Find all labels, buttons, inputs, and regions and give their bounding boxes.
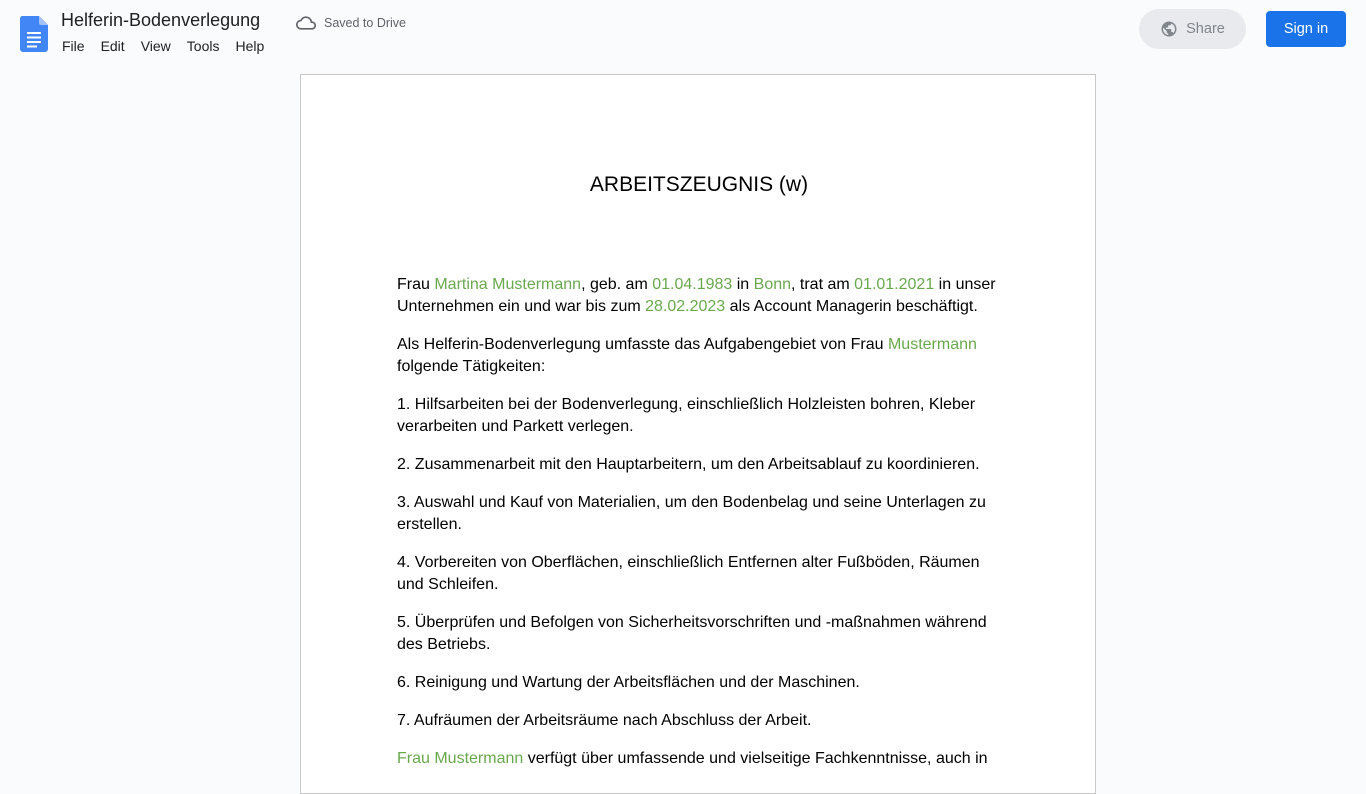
task-item: 7. Aufräumen der Arbeitsräume nach Abschluss der Arbeit. bbox=[397, 712, 812, 729]
share-button[interactable] bbox=[1139, 9, 1246, 49]
top-bar bbox=[0, 0, 1366, 64]
document-page[interactable] bbox=[300, 74, 1096, 794]
sign-in-button[interactable]: Sign in bbox=[1266, 11, 1346, 47]
placeholder-surname: Mustermann bbox=[887, 336, 977, 353]
text-run: folgende Tätigkeiten: bbox=[397, 358, 546, 375]
document-title[interactable]: Helferin-Bodenverlegung bbox=[61, 10, 261, 30]
docs-logo-icon[interactable] bbox=[20, 16, 48, 52]
placeholder-full-name: Martina Mustermann bbox=[434, 276, 582, 293]
placeholder-birth-date: 01.04.1983 bbox=[652, 276, 733, 293]
save-status[interactable] bbox=[296, 14, 406, 32]
text-run: in bbox=[732, 276, 754, 293]
menu-tools[interactable]: Tools bbox=[186, 38, 220, 54]
document-body bbox=[397, 274, 1007, 786]
text-run: verfügt über umfassende und vielseitige Fachkenntnisse, auch in bbox=[523, 750, 988, 767]
placeholder-city: Bonn bbox=[753, 276, 792, 293]
text-run: Als Helferin-Bodenverlegung umfasste das Aufgabengebiet von Frau bbox=[397, 336, 888, 353]
placeholder-name: Frau Mustermann bbox=[397, 750, 524, 767]
text-run: als Account Managerin beschäftigt. bbox=[725, 298, 978, 315]
document-heading: ARBEITSZEUGNIS (w) bbox=[589, 173, 809, 196]
task-item: 2. Zusammenarbeit mit den Hauptarbeitern, um den Arbeitsablauf zu koordinieren. bbox=[397, 456, 980, 473]
cloud-done-icon bbox=[296, 15, 316, 31]
paragraph-skills bbox=[397, 748, 1007, 770]
task-item: 6. Reinigung und Wartung der Arbeitsflächen und der Maschinen. bbox=[397, 674, 860, 691]
task-item: 4. Vorbereiten von Oberflächen, einschließlich Entfernen alter Fußböden, Räumen und Schleifen. bbox=[397, 554, 980, 593]
text-run: , geb. am bbox=[581, 276, 653, 293]
menu-view[interactable]: View bbox=[140, 38, 171, 54]
text-run: , trat am bbox=[791, 276, 855, 293]
placeholder-end-date: 28.02.2023 bbox=[645, 298, 726, 315]
menu-bar bbox=[54, 36, 272, 58]
menu-file[interactable]: File bbox=[62, 38, 85, 54]
save-status-label: Saved to Drive bbox=[324, 16, 406, 30]
paragraph-intro bbox=[397, 274, 1007, 318]
text-run: in unser Unternehmen ein und war bis zum bbox=[397, 276, 996, 315]
paragraph-tasks-intro bbox=[397, 334, 1007, 378]
task-item: 1. Hilfsarbeiten bei der Bodenverlegung, einschließlich Holzleisten bohren, Kleber verarbeiten und Parkett verlegen. bbox=[397, 396, 976, 435]
placeholder-start-date: 01.01.2021 bbox=[854, 276, 935, 293]
text-run: Frau bbox=[397, 276, 435, 293]
task-item: 5. Überprüfen und Befolgen von Sicherheitsvorschriften und -maßnahmen während des Betriebs. bbox=[397, 614, 987, 653]
menu-edit[interactable]: Edit bbox=[100, 38, 125, 54]
task-item: 3. Auswahl und Kauf von Materialien, um den Bodenbelag und seine Unterlagen zu erstellen. bbox=[397, 494, 986, 533]
share-button-label: Share bbox=[1186, 21, 1225, 37]
globe-icon bbox=[1160, 20, 1178, 38]
menu-help[interactable]: Help bbox=[235, 38, 265, 54]
